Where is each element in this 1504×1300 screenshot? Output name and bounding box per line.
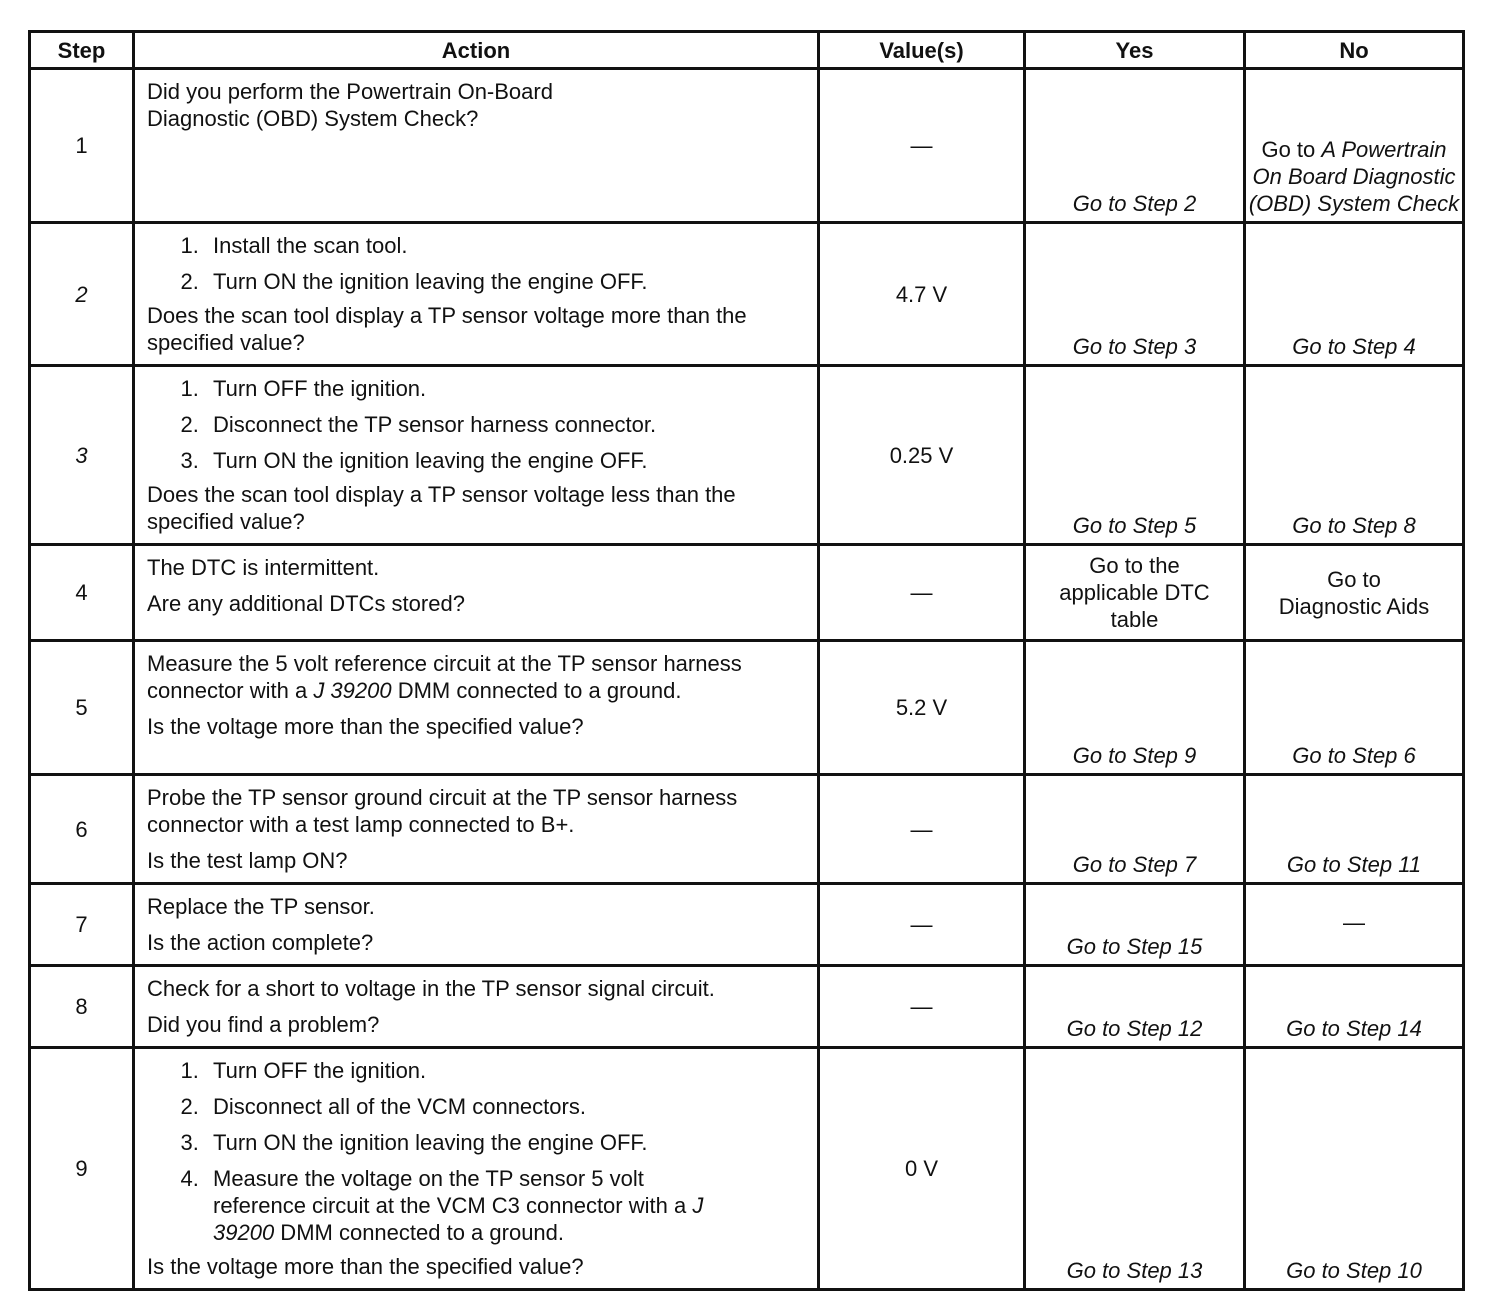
action-step: 1. Turn OFF the ignition. [205,1057,805,1084]
step-number: 7 [30,884,134,966]
action-cell [134,775,819,884]
action-steps [147,375,805,474]
table-row [30,545,1464,641]
yes-cell: Go to Step 12 [1025,966,1245,1048]
no-cell: Go to Step 14 [1245,966,1464,1048]
header-row [30,32,1464,69]
action-step: 2. Turn ON the ignition leaving the engine OFF. [205,268,805,295]
step-number: 8 [30,966,134,1048]
yes-cell: Go to Step 7 [1025,775,1245,884]
action-cell [134,545,819,641]
action-question: Is the action complete? [147,930,374,955]
yes-cell: Go to Step 13 [1025,1048,1245,1290]
action-cell [134,69,819,223]
value-cell: — [819,966,1025,1048]
action-step: 3. Turn ON the ignition leaving the engine OFF. [205,447,805,474]
value-cell: — [819,545,1025,641]
yes-cell: Go to Step 5 [1025,366,1245,545]
no-cell: Go to Step 8 [1245,366,1464,545]
action-step: 2. Disconnect all of the VCM connectors. [205,1093,805,1120]
action-question: Did you find a problem? [147,1012,380,1037]
step-number: 5 [30,641,134,775]
action-text-part: Measure the 5 volt reference circuit at the TP sensor harness connector with a [147,651,742,703]
no-cell: Go to Step 11 [1245,775,1464,884]
action-cell [134,223,819,366]
value-cell: 0.25 V [819,366,1025,545]
value-cell: 4.7 V [819,223,1025,366]
action-question: Is the voltage more than the specified value? [147,1254,584,1279]
tool-reference: J 39200 [213,1193,704,1245]
no-cell: Go to Step 4 [1245,223,1464,366]
step-number: 9 [30,1048,134,1290]
action-steps [147,1057,805,1246]
yes-cell: Go to Step 3 [1025,223,1245,366]
action-question: Is the test lamp ON? [147,848,348,873]
table-row [30,641,1464,775]
value-cell: — [819,69,1025,223]
header-action: Action [134,32,819,69]
action-question: Did you perform the Powertrain On-Board Diagnostic (OBD) System Check? [147,79,553,131]
yes-cell: Go to Step 15 [1025,884,1245,966]
action-cell [134,884,819,966]
tool-reference: J 39200 [313,678,392,703]
header-step: Step [30,32,134,69]
table-row [30,775,1464,884]
no-cell [1245,69,1464,223]
action-cell [134,1048,819,1290]
action-step: 3. Turn ON the ignition leaving the engine OFF. [205,1129,805,1156]
action-cell [134,966,819,1048]
header-values: Value(s) [819,32,1025,69]
value-cell: 5.2 V [819,641,1025,775]
action-question: Are any additional DTCs stored? [147,591,465,616]
yes-cell: Go to Step 2 [1025,69,1245,223]
action-question: Is the voltage more than the specified value? [147,714,584,739]
action-text-part: DMM connected to a ground. [391,678,682,703]
diagnostic-table [28,30,1465,1291]
action-step: 2. Disconnect the TP sensor harness connector. [205,411,805,438]
action-text: Check for a short to voltage in the TP sensor signal circuit. [147,976,715,1001]
action-cell [134,641,819,775]
header-yes: Yes [1025,32,1245,69]
action-text: Replace the TP sensor. [147,894,375,919]
yes-cell: Go to Step 9 [1025,641,1245,775]
step-number: 1 [30,69,134,223]
action-text: The DTC is intermittent. [147,555,380,580]
value-cell: — [819,775,1025,884]
no-cell: Go to Step 10 [1245,1048,1464,1290]
step-number: 4 [30,545,134,641]
table-row [30,366,1464,545]
action-text: Probe the TP sensor ground circuit at the TP sensor harness connector with a test lamp connected to B+. [147,785,738,837]
step-number: 2 [30,223,134,366]
action-step: 1. Turn OFF the ignition. [205,375,805,402]
action-text-part: DMM connected to a ground. [274,1220,565,1245]
action-cell [134,366,819,545]
table-row [30,966,1464,1048]
action-step [205,1165,733,1246]
no-prefix: Go to [1261,137,1322,162]
no-reference: A Powertrain On Board Diagnostic (OBD) System Check [1248,137,1460,216]
step-number: 3 [30,366,134,545]
no-cell: Go to Step 6 [1245,641,1464,775]
action-question: Does the scan tool display a TP sensor voltage more than the specified value? [147,303,747,355]
action-question: Does the scan tool display a TP sensor voltage less than the specified value? [147,482,736,534]
table-row [30,69,1464,223]
step-number: 6 [30,775,134,884]
action-text [147,650,787,704]
yes-cell: Go to the applicable DTC table [1025,545,1245,641]
action-text-part: Measure the voltage on the TP sensor 5 volt reference circuit at the VCM C3 connector with a [213,1166,693,1218]
table-row [30,223,1464,366]
value-cell: — [819,884,1025,966]
table-row [30,884,1464,966]
no-cell: Go to Diagnostic Aids [1245,545,1464,641]
header-no: No [1245,32,1464,69]
action-steps [147,232,805,295]
action-step: 1. Install the scan tool. [205,232,805,259]
no-cell: — [1245,884,1464,966]
table-row [30,1048,1464,1290]
value-cell: 0 V [819,1048,1025,1290]
